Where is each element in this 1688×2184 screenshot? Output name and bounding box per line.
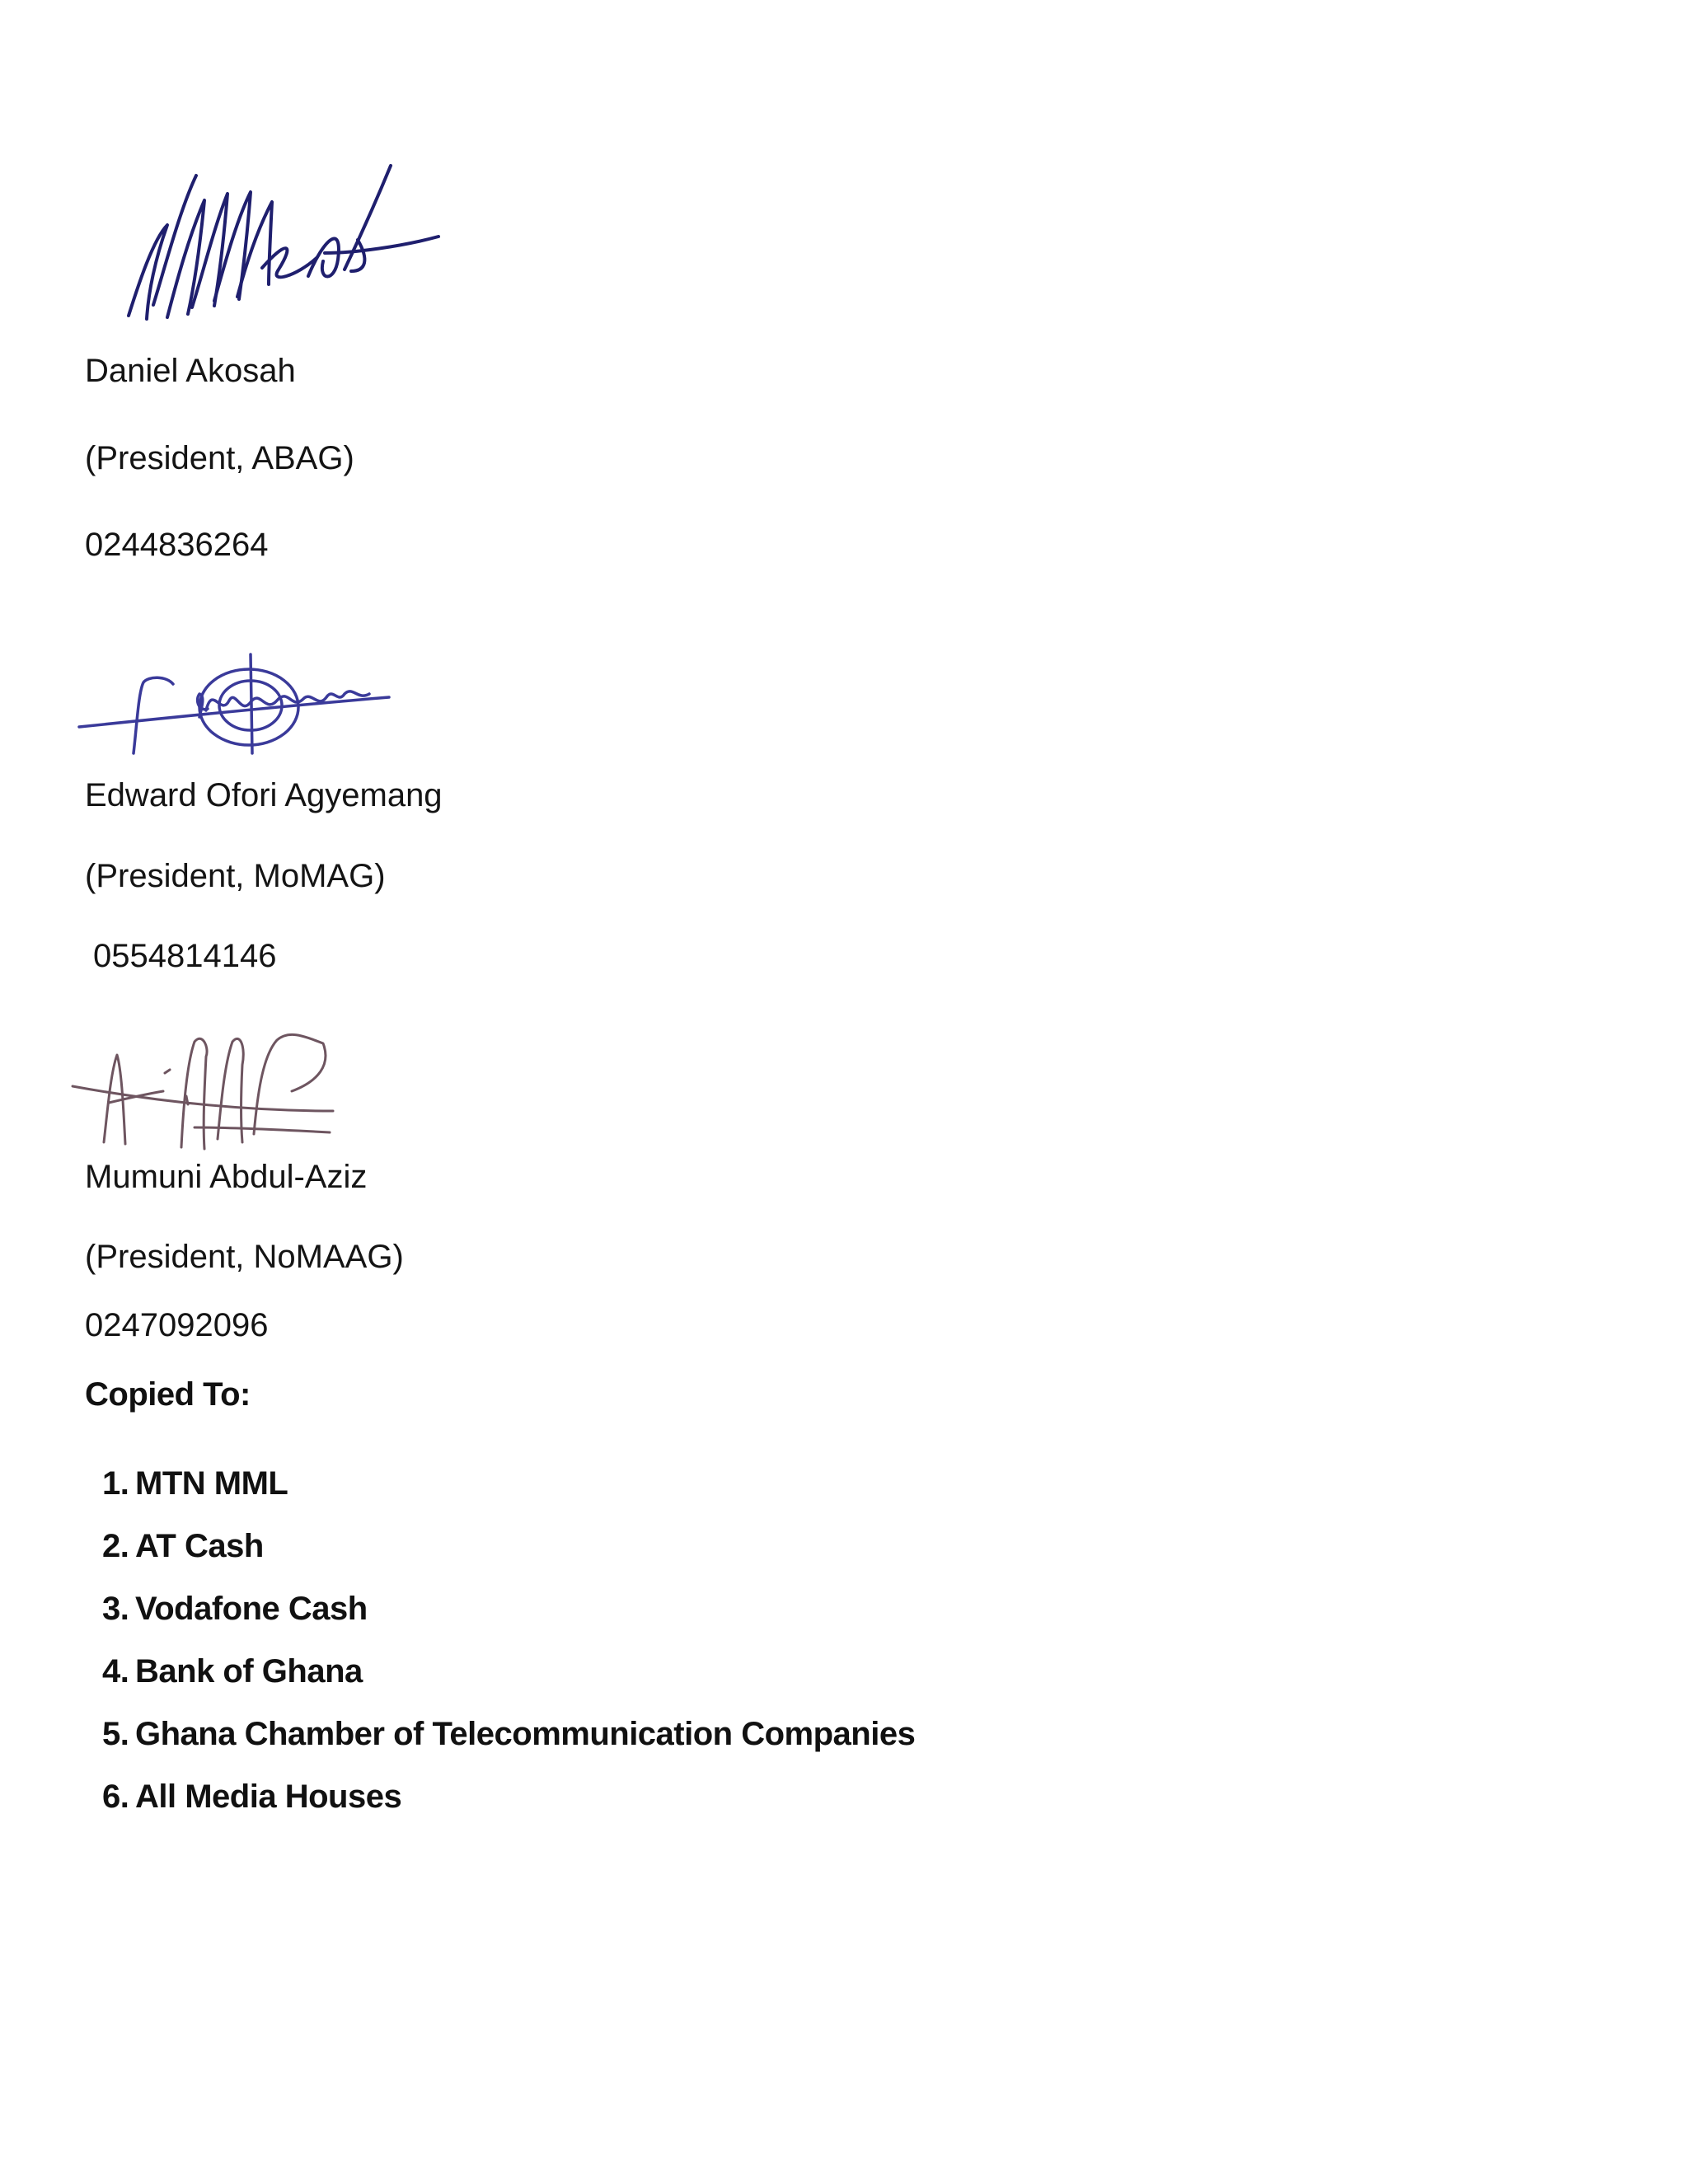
signature-daniel-akosah [122, 161, 452, 326]
list-item-label: MTN MML [135, 1465, 288, 1502]
signatory-title: (President, NoMAAG) [85, 1239, 404, 1275]
signatory-phone: 0554814146 [93, 938, 277, 974]
list-item [102, 1526, 915, 1589]
list-item-label: Vodafone Cash [135, 1591, 368, 1627]
list-item-label: Ghana Chamber of Telecommunication Companies [135, 1716, 916, 1752]
signatory-name: Daniel Akosah [85, 353, 296, 389]
copied-to-list [102, 1464, 915, 1840]
signatory-phone: 0247092096 [85, 1307, 269, 1343]
list-item-number: 4. [102, 1653, 129, 1690]
list-item-number: 3. [102, 1591, 129, 1627]
list-item [102, 1464, 915, 1526]
list-item-label: All Media Houses [135, 1779, 402, 1815]
signatory-name: Mumuni Abdul-Aziz [85, 1159, 368, 1195]
list-item-label: AT Cash [135, 1528, 264, 1564]
list-item [102, 1589, 915, 1652]
list-item-number: 6. [102, 1779, 129, 1815]
signature-edward-ofori-agyemang [76, 651, 406, 758]
list-item-number: 5. [102, 1716, 129, 1752]
list-item [102, 1652, 915, 1714]
signature-3-graphic [71, 1032, 343, 1164]
signatory-name: Edward Ofori Agyemang [85, 777, 443, 813]
signature-2-graphic [76, 651, 406, 758]
list-item-label: Bank of Ghana [135, 1653, 363, 1690]
signature-1-graphic [122, 161, 452, 326]
copied-to-heading: Copied To: [85, 1376, 251, 1413]
signature-mumuni-abdul-aziz [71, 1032, 343, 1164]
signatory-title: (President, MoMAG) [85, 858, 386, 894]
list-item-number: 2. [102, 1528, 129, 1564]
signatory-title: (President, ABAG) [85, 440, 354, 476]
list-item [102, 1777, 915, 1840]
list-item [102, 1714, 915, 1777]
list-item-number: 1. [102, 1465, 129, 1502]
signatory-phone: 0244836264 [85, 527, 269, 563]
